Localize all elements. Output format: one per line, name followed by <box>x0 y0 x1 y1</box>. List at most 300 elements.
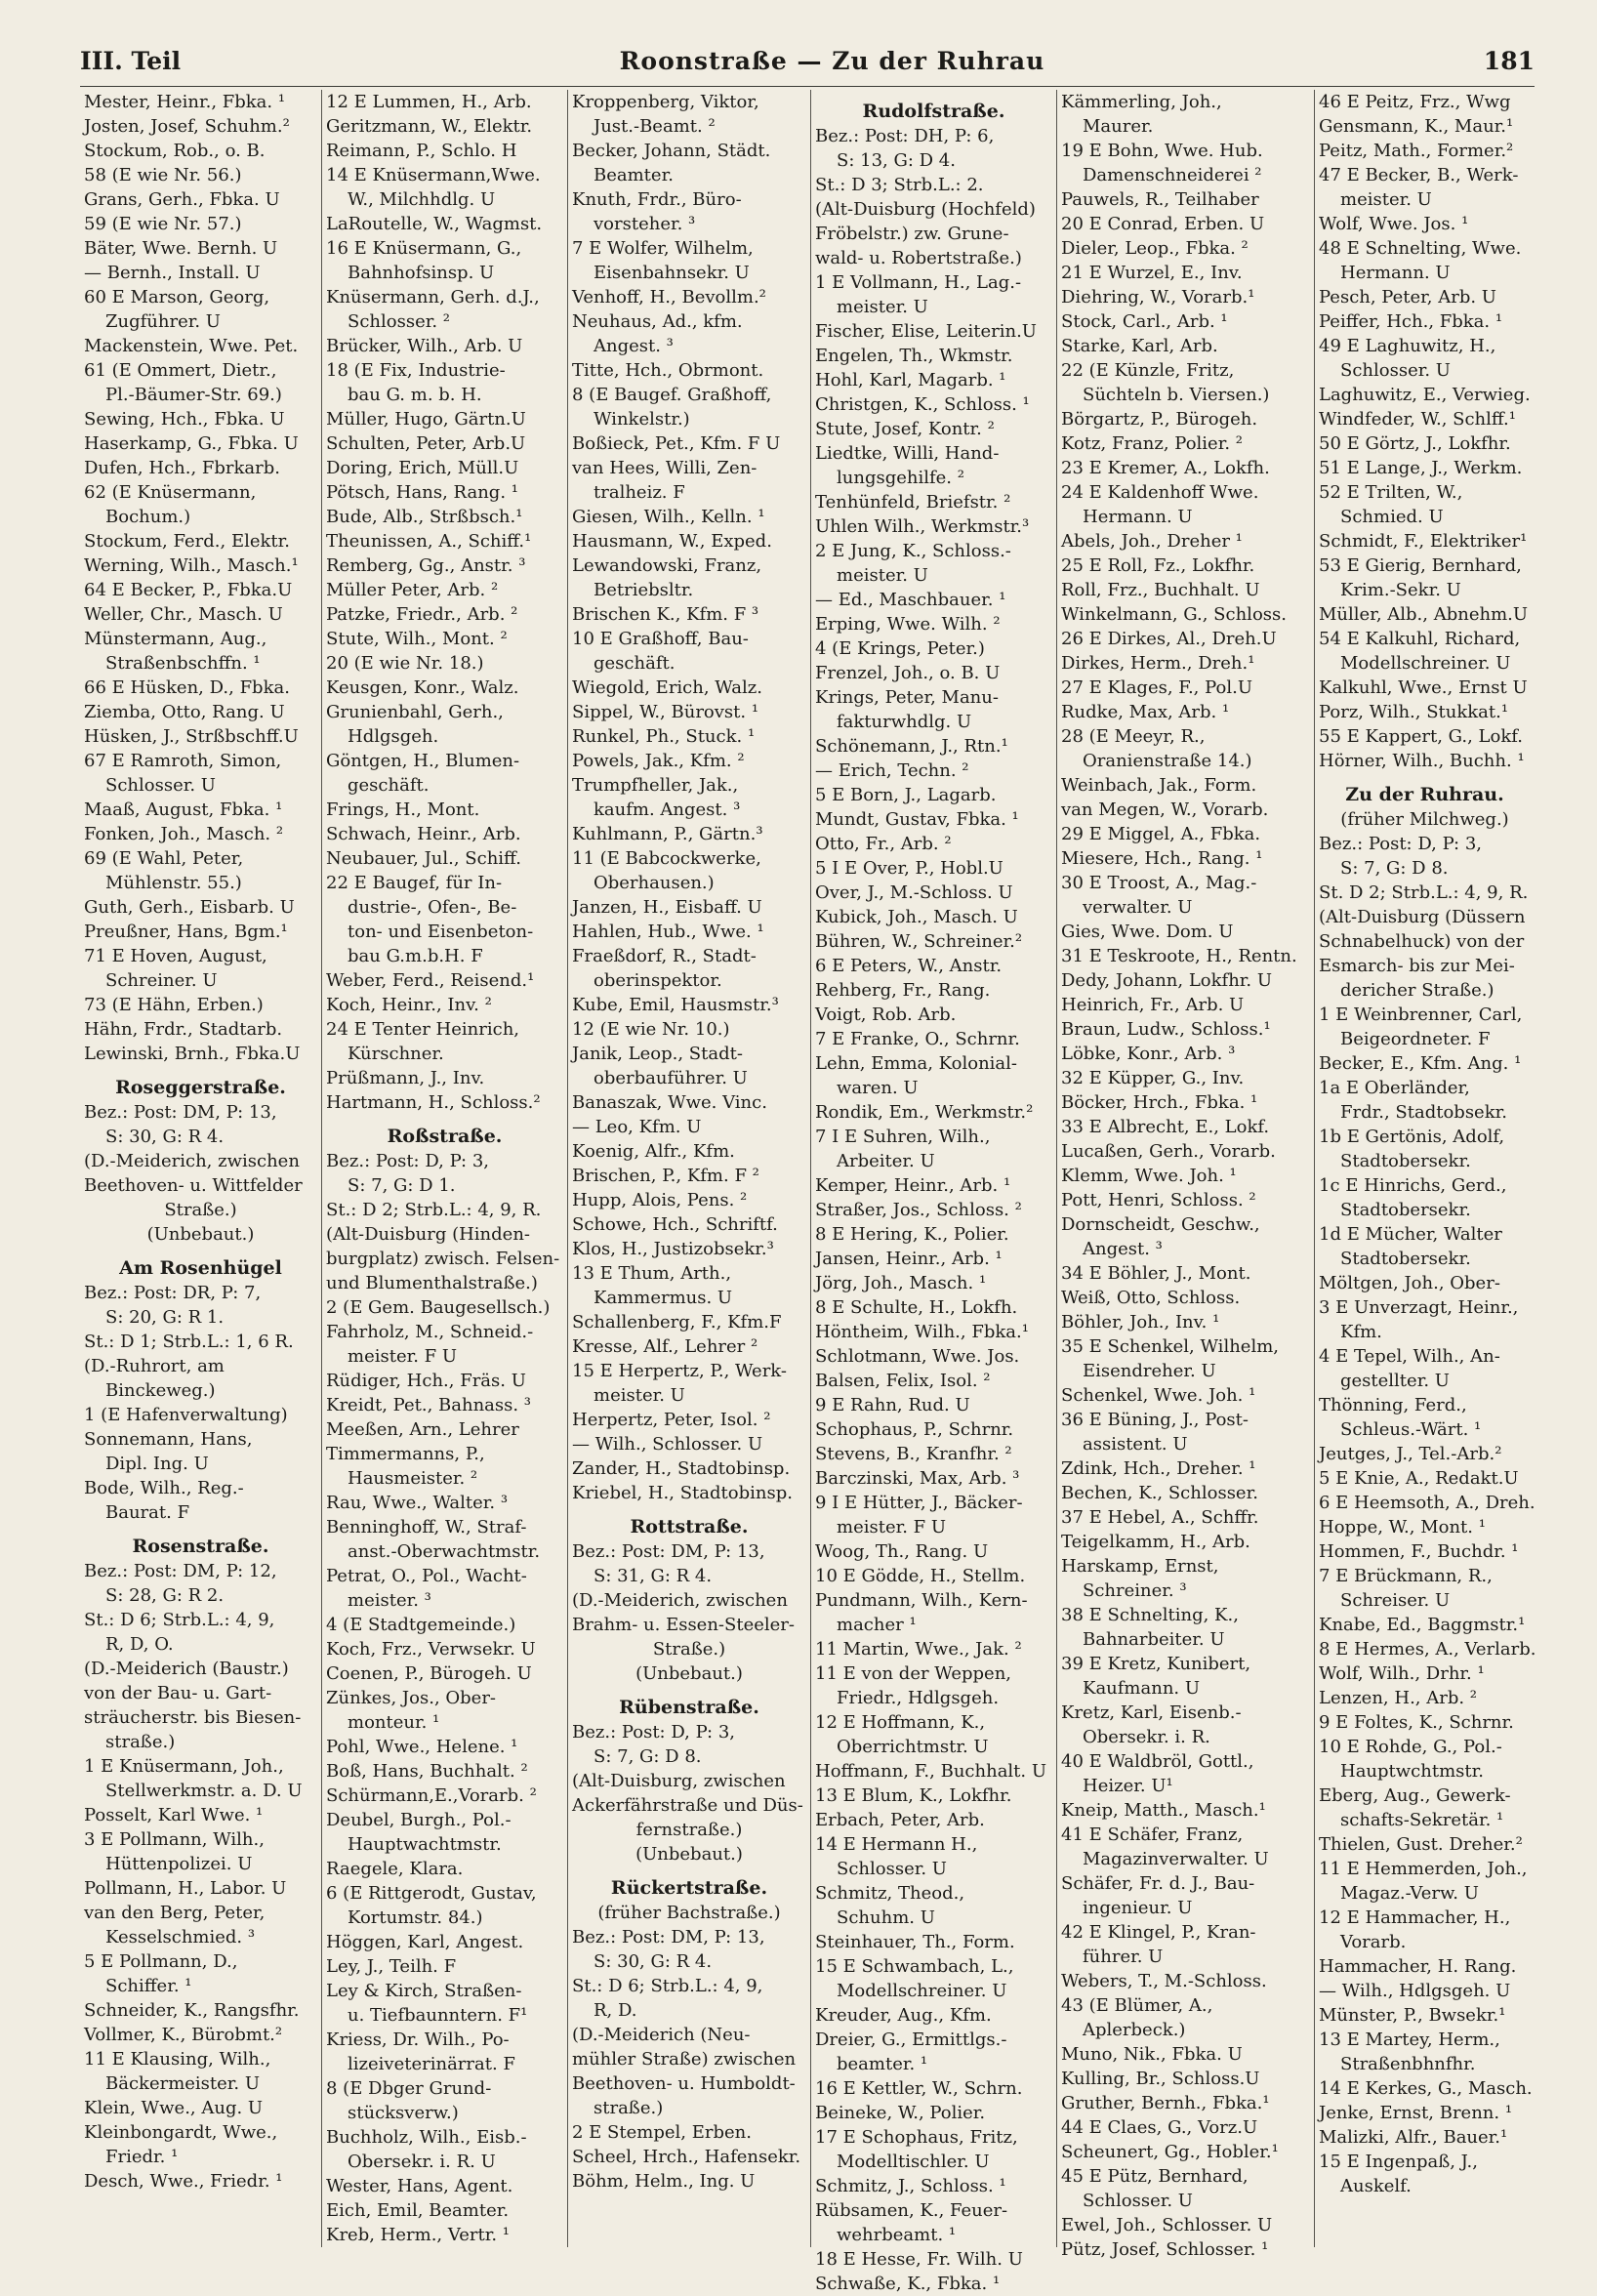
directory-entry-line: Otto, Fr., Arb. ² <box>815 834 952 854</box>
directory-entry-line: Wiegold, Erich, Walz. <box>572 677 762 698</box>
directory-entry-line: Stockum, Ferd., Elektr. <box>84 531 290 552</box>
directory-entry-line: Magazinverwalter. U <box>1083 1849 1269 1869</box>
directory-entry-line: Theunissen, A., Schiff.¹ <box>326 531 532 552</box>
directory-entry-line: Aplerbeck.) <box>1083 2020 1186 2040</box>
directory-entry-line: Rudke, Max, Arb. ¹ <box>1061 702 1230 722</box>
directory-entry-line: Stadtobersekr. <box>1340 1151 1471 1171</box>
street-heading: Rückertstraße. <box>610 1877 768 1899</box>
directory-entry-line: Fonken, Joh., Masch. ² <box>84 824 284 844</box>
directory-entry-line: Kresse, Alf., Lehrer ² <box>572 1336 758 1357</box>
directory-entry-line: Bahnarbeiter. U <box>1083 1629 1225 1650</box>
directory-entry-line: Kuhlmann, P., Gärtn.³ <box>572 824 763 844</box>
directory-entry-line: Beineke, W., Polier. <box>815 2103 986 2123</box>
directory-entry-line: 59 (E wie Nr. 57.) <box>84 214 242 234</box>
directory-entry-line: 13 E Thum, Arth., <box>572 1263 732 1284</box>
directory-entry-line: Mackenstein, Wwe. Pet. <box>84 336 299 356</box>
directory-entry-line: straße.) <box>594 2098 664 2118</box>
directory-entry-line: 13 E Martey, Herm., <box>1319 2030 1500 2050</box>
directory-entry-line: Balsen, Felix, Isol. ² <box>815 1371 991 1391</box>
directory-entry-line: dustrie-, Ofen-, Be- <box>348 897 517 918</box>
directory-entry-line: Obersekr. i. R. U <box>348 2152 496 2172</box>
directory-entry-line: monteur. ¹ <box>348 1712 440 1733</box>
directory-entry-line: 62 (E Knüsermann, <box>84 482 257 503</box>
directory-entry-line: Dufen, Hch., Fbrkarb. <box>84 458 281 478</box>
directory-entry-line: 8 E Hering, K., Polier. <box>815 1224 1009 1245</box>
directory-entry-line: Brahm- u. Essen-Steeler- <box>572 1615 795 1635</box>
directory-entry-line: meister. F U <box>348 1346 458 1367</box>
directory-entry-line: Christgen, K., Schloss. ¹ <box>815 394 1030 415</box>
directory-entry-line: Oberrichtmstr. U <box>837 1737 989 1757</box>
directory-entry-line: 8 (E Baugef. Graßhoff, <box>572 385 772 405</box>
directory-entry-line: Kneip, Matth., Masch.¹ <box>1061 1800 1266 1821</box>
column-4 <box>811 90 1057 2294</box>
directory-entry-line: Heizer. U¹ <box>1083 1776 1173 1796</box>
directory-entry-line: W., Milchhdlg. U <box>348 189 496 210</box>
directory-entry-line: 47 E Becker, B., Werk- <box>1319 165 1519 185</box>
directory-entry-line: Jörg, Joh., Masch. ¹ <box>815 1273 987 1293</box>
directory-entry-line: Hommen, F., Buchdr. ¹ <box>1319 1541 1519 1562</box>
directory-entry-line: macher ¹ <box>837 1615 917 1635</box>
directory-entry-line: 7 E Wolfer, Wilhelm, <box>572 238 754 259</box>
directory-entry-line: Ziemba, Otto, Rang. U <box>84 702 285 722</box>
directory-entry-line: 11 (E Babcockwerke, <box>572 848 761 869</box>
directory-entry-line: Becker, Johann, Städt. <box>572 141 771 161</box>
directory-entry-line: 14 E Kerkes, G., Masch. <box>1319 2078 1533 2099</box>
directory-entry-line: von der Bau- u. Gart- <box>84 1683 272 1703</box>
directory-entry-line: Kämmerling, Joh., <box>1061 92 1222 112</box>
directory-entry-line: Hoffmann, F., Buchhalt. U <box>815 1761 1047 1782</box>
page-title: Roonstraße — Zu der Ruhrau <box>619 46 1045 75</box>
directory-entry-line: Pott, Henri, Schloss. ² <box>1061 1190 1256 1210</box>
directory-entry-line: 55 E Kappert, G., Lokf. <box>1319 726 1523 747</box>
directory-entry-line: bau G. m. b. H. <box>348 385 482 405</box>
directory-entry-line: 1d E Mücher, Walter <box>1319 1224 1502 1245</box>
directory-entry-line: Over, J., M.-Schloss. U <box>815 882 1013 903</box>
directory-entry-line: 43 (E Blümer, A., <box>1061 1995 1213 2016</box>
directory-entry-line: Süchteln b. Viersen.) <box>1083 385 1270 405</box>
directory-entry-line: mühler Straße) zwischen <box>572 2049 797 2070</box>
directory-entry-line: und Blumenthalstraße.) <box>326 1273 538 1293</box>
directory-entry-line: Janik, Leop., Stadt- <box>572 1044 743 1064</box>
directory-entry-line: Webers, T., M.-Schloss. <box>1061 1971 1267 1991</box>
directory-entry-line: 11 E von der Weppen, <box>815 1663 1012 1684</box>
directory-entry-line: Schleus.-Wärt. ¹ <box>1340 1419 1482 1440</box>
directory-entry-line: Kreb, Herm., Vertr. ¹ <box>326 2225 510 2245</box>
directory-entry-line: Bochum.) <box>105 507 191 527</box>
directory-entry-line: Schreiner. U <box>105 970 218 991</box>
directory-entry-line: Schreiser. U <box>1340 1590 1451 1611</box>
directory-entry-line: Hupp, Alois, Pens. ² <box>572 1190 748 1210</box>
directory-entry-line: R, D. <box>594 2000 637 2021</box>
directory-entry-line: Scheunert, Gg., Hobler.¹ <box>1061 2142 1279 2162</box>
directory-entry-line: 40 E Waldbröl, Gottl., <box>1061 1751 1254 1772</box>
directory-entry-line: 1 E Weinbrenner, Carl, <box>1319 1004 1523 1025</box>
directory-entry-line: 5 E Knie, A., Redakt.U <box>1319 1468 1519 1489</box>
directory-entry-line: Stadtobersekr. <box>1340 1200 1471 1220</box>
directory-entry-line: 8 E Hermes, A., Verlarb. <box>1319 1639 1536 1660</box>
directory-entry-line: meister. U <box>837 297 928 317</box>
directory-entry-line: 30 E Troost, A., Mag.- <box>1061 873 1257 893</box>
directory-entry-line: Peiffer, Hch., Fbka. ¹ <box>1319 311 1503 332</box>
directory-entry-line: Bode, Wilh., Reg.- <box>84 1478 244 1498</box>
directory-entry-line: 3 E Pollmann, Wilh., <box>84 1829 265 1850</box>
directory-entry-line: Böhler, Joh., Inv. ¹ <box>1061 1312 1220 1332</box>
directory-entry-line: Abels, Joh., Dreher ¹ <box>1061 531 1243 552</box>
directory-entry-line: Kotz, Franz, Polier. ² <box>1061 433 1243 454</box>
directory-entry-line: Hohl, Karl, Magarb. ¹ <box>815 370 1006 390</box>
column-3 <box>568 90 811 2247</box>
directory-entry-line: schafts-Sekretär. ¹ <box>1340 1810 1504 1830</box>
directory-entry-line: straße.) <box>105 1732 176 1752</box>
directory-entry-line: Timmermanns, P., <box>326 1444 485 1464</box>
directory-entry-line: Schreiner. ³ <box>1083 1580 1187 1601</box>
directory-entry-line: Kretz, Karl, Eisenb.- <box>1061 1702 1242 1723</box>
directory-entry-line: Hausmann, W., Exped. <box>572 531 772 552</box>
directory-entry-line: Sewing, Hch., Fbka. U <box>84 409 285 430</box>
directory-entry-line: van den Berg, Peter, <box>84 1903 266 1923</box>
directory-entry-line: Modellschreiner. U <box>1340 653 1511 674</box>
directory-entry-line: 14 E Hermann H., <box>815 1834 978 1855</box>
directory-entry-line: Maaß, August, Fbka. ¹ <box>84 800 283 820</box>
directory-entry-line: meister. U <box>837 565 928 586</box>
directory-entry-line: (früher Bachstraße.) <box>597 1903 781 1923</box>
directory-entry-line: Lewinski, Brnh., Fbka.U <box>84 1044 301 1064</box>
directory-entry-line: Engelen, Th., Wkmstr. <box>815 346 1013 366</box>
directory-entry-line: Höggen, Karl, Angest. <box>326 1932 524 1952</box>
street-heading: Roßstraße. <box>387 1126 503 1147</box>
directory-entry-line: Weber, Ferd., Reisend.¹ <box>326 970 535 991</box>
directory-entry-line: 11 E Hemmerden, Joh., <box>1319 1859 1528 1879</box>
directory-entry-line: 42 E Klingel, P., Kran- <box>1061 1922 1256 1943</box>
directory-entry-line: gestellter. U <box>1340 1371 1450 1391</box>
directory-entry-line: Titte, Hch., Obrmont. <box>572 360 764 381</box>
column-5 <box>1057 90 1315 2260</box>
street-heading: Rudolfstraße. <box>862 101 1005 122</box>
directory-entry-line: Venhoff, H., Bevollm.² <box>572 287 766 308</box>
directory-entry-line: 29 E Miggel, A., Fbka. <box>1061 824 1261 844</box>
directory-entry-line: Runkel, Ph., Stuck. ¹ <box>572 726 756 747</box>
directory-entry-line: Koch, Heinr., Inv. ² <box>326 995 492 1015</box>
directory-entry-line: Patzke, Friedr., Arb. ² <box>326 604 518 625</box>
directory-entry-line: 10 E Gödde, H., Stellm. <box>815 1566 1026 1586</box>
directory-entry-line: meister. U <box>1340 189 1432 210</box>
directory-entry-line: 24 E Kaldenhoff Wwe. <box>1061 482 1259 503</box>
directory-entry-line: 3 E Unverzagt, Heinr., <box>1319 1297 1519 1318</box>
directory-entry-line: Mundt, Gustav, Fbka. ¹ <box>815 809 1019 830</box>
directory-entry-line: Stute, Josef, Kontr. ² <box>815 419 995 439</box>
directory-entry-line: Ley, J., Teilh. F <box>326 1956 457 1977</box>
directory-entry-line: Petrat, O., Pol., Wacht- <box>326 1566 527 1586</box>
directory-entry-line: Maurer. <box>1083 116 1154 137</box>
directory-entry-line: Teigelkamm, H., Arb. <box>1061 1532 1250 1552</box>
directory-entry-line: 4 (E Krings, Peter.) <box>815 638 985 659</box>
directory-entry-line: Hammacher, H. Rang. <box>1319 1956 1517 1977</box>
directory-entry-line: — Bernh., Install. U <box>84 263 261 283</box>
directory-entry-line: geschäft. <box>348 775 430 796</box>
directory-entry-line: Schallenberg, F., Kfm.F <box>572 1312 782 1332</box>
directory-entry-line: Koenig, Alfr., Kfm. <box>572 1141 735 1162</box>
directory-entry-line: Geritzmann, W., Elektr. <box>326 116 533 137</box>
directory-entry-line: Bez.: Post: DM, P: 13, <box>84 1102 277 1123</box>
street-heading: Am Rosenhügel <box>119 1257 282 1279</box>
street-heading: Zu der Ruhrau. <box>1345 784 1504 805</box>
directory-entry-line: Thönning, Ferd., <box>1319 1395 1467 1415</box>
directory-entry-line: (Unbebaut.) <box>635 1663 743 1684</box>
directory-entry-line: Stute, Wilh., Mont. ² <box>326 629 508 649</box>
directory-entry-line: S: 7, G: D 8. <box>594 1746 702 1767</box>
column-2 <box>322 90 568 2247</box>
directory-entry-line: Krim.-Sekr. U <box>1340 580 1461 600</box>
directory-entry-line: Miesere, Hch., Rang. ¹ <box>1061 848 1263 869</box>
directory-entry-line: Sippel, W., Bürovst. ¹ <box>572 702 759 722</box>
directory-entry-line: 24 E Tenter Heinrich, <box>326 1019 520 1040</box>
directory-entry-line: Modellschreiner. U <box>837 1981 1007 2001</box>
directory-entry-line: 1a E Oberländer, <box>1319 1078 1470 1098</box>
directory-entry-line: Hüsken, J., Strßbschff.U <box>84 726 299 747</box>
directory-entry-line: 5 E Pollmann, D., <box>84 1951 238 1972</box>
directory-entry-line: 13 E Blum, K., Lokfhr. <box>815 1785 1012 1806</box>
directory-entry-line: Müller, Alb., Abnehm.U <box>1319 604 1529 625</box>
directory-entry-line: 46 E Peitz, Frz., Wwg <box>1319 92 1511 112</box>
directory-entry-line: 12 E Hoffmann, K., <box>815 1712 986 1733</box>
directory-entry-line: Jenke, Ernst, Brenn. ¹ <box>1319 2103 1513 2123</box>
directory-entry-line: (früher Milchweg.) <box>1340 809 1509 830</box>
directory-entry-line: Deubel, Burgh., Pol.- <box>326 1810 512 1830</box>
directory-entry-line: S: 30, G: R 4. <box>105 1127 225 1147</box>
directory-entry-line: Bez.: Post: D, P: 3, <box>326 1151 490 1171</box>
directory-entry-line: 15 E Ingenpaß, J., <box>1319 2152 1478 2172</box>
directory-entry-line: 1c E Hinrichs, Gerd., <box>1319 1175 1507 1196</box>
directory-entry-line: 25 E Roll, Fz., Lokfhr. <box>1061 555 1255 576</box>
directory-entry-line: S: 7, G: D 1. <box>348 1175 456 1196</box>
directory-entry-line: Fröbelstr.) zw. Grune- <box>815 224 1009 244</box>
directory-entry-line: dericher Straße.) <box>1340 980 1495 1001</box>
directory-entry-line: 16 E Knüsermann, G., <box>326 238 522 259</box>
directory-entry-line: Steinhauer, Th., Form. <box>815 1932 1015 1952</box>
directory-entry-line: Kürschner. <box>348 1044 444 1064</box>
directory-entry-line: 1 (E Hafenverwaltung) <box>84 1405 288 1425</box>
directory-entry-line: Pötsch, Hans, Rang. ¹ <box>326 482 518 503</box>
directory-entry-line: (Alt-Duisburg (Düssern <box>1319 907 1526 927</box>
directory-entry-line: Posselt, Karl Wwe. ¹ <box>84 1805 264 1825</box>
directory-entry-line: Wolf, Wilh., Drhr. ¹ <box>1319 1663 1485 1684</box>
directory-entry-line: Reimann, P., Schlo. H <box>326 141 517 161</box>
directory-entry-line: Pütz, Josef, Schlosser. ¹ <box>1061 2239 1269 2260</box>
part-label: III. Teil <box>80 46 182 75</box>
directory-entry-line: Kulling, Br., Schloss.U <box>1061 2069 1260 2089</box>
directory-entry-line: Koch, Frz., Verwsekr. U <box>326 1639 536 1660</box>
directory-entry-line: 38 E Schnelting, K., <box>1061 1605 1239 1625</box>
directory-entry-line: van Megen, W., Vorarb. <box>1061 800 1269 820</box>
directory-entry-line: Arbeiter. U <box>837 1151 935 1171</box>
directory-entry-line: Kfm. <box>1340 1322 1382 1342</box>
directory-entry-line: Straßenbschffn. ¹ <box>105 653 261 674</box>
directory-entry-line: Dirkes, Herm., Dreh.¹ <box>1061 653 1255 674</box>
directory-entry-line: St.: D 6; Strb.L.: 4, 9, <box>572 1976 763 1996</box>
directory-entry-line: Eisendreher. U <box>1083 1361 1216 1381</box>
directory-entry-line: 45 E Pütz, Bernhard, <box>1061 2166 1249 2187</box>
directory-entry-line: Werning, Wilh., Masch.¹ <box>84 555 299 576</box>
directory-entry-line: (Alt-Duisburg, zwischen <box>572 1771 786 1791</box>
directory-entry-line: Voigt, Rob. Arb. <box>815 1004 957 1025</box>
directory-entry-line: 21 E Wurzel, E., Inv. <box>1061 263 1243 283</box>
directory-entry-line: Eberg, Aug., Gewerk- <box>1319 1785 1511 1806</box>
directory-entry-line: Lenzen, H., Arb. ² <box>1319 1688 1478 1708</box>
directory-entry-line: Stadtobersekr. <box>1340 1249 1471 1269</box>
directory-entry-line: 10 E Graßhoff, Bau- <box>572 629 749 649</box>
directory-entry-line: 73 (E Hähn, Erben.) <box>84 995 264 1015</box>
directory-entry-line: Oberhausen.) <box>594 873 715 893</box>
directory-entry-line: Windfeder, W., Schlff.¹ <box>1319 409 1516 430</box>
directory-entry-line: S: 30, G: R 4. <box>594 1951 713 1972</box>
directory-entry-line: Beethoven- u. Humboldt- <box>572 2073 796 2094</box>
directory-entry-line: Damenschneiderei ² <box>1083 165 1262 185</box>
directory-entry-line: wehrbeamt. ¹ <box>837 2225 957 2245</box>
directory-entry-line: Pauwels, R., Teilhaber <box>1061 189 1259 210</box>
directory-entry-line: Weiß, Otto, Schloss. <box>1061 1288 1241 1308</box>
directory-entry-line: Dipl. Ing. U <box>105 1454 209 1474</box>
directory-entry-line: Magaz.-Verw. U <box>1340 1883 1479 1904</box>
directory-entry-line: Bechen, K., Schlosser. <box>1061 1483 1258 1503</box>
directory-entry-line: Angest. ³ <box>594 336 674 356</box>
directory-entry-line: 52 E Trilten, W., <box>1319 482 1463 503</box>
directory-entry-line: Fahrholz, M., Schneid.- <box>326 1322 534 1342</box>
directory-entry-line: Stockum, Rob., o. B. <box>84 141 266 161</box>
directory-entry-line: assistent. U <box>1083 1434 1188 1455</box>
directory-entry-line: 20 (E wie Nr. 18.) <box>326 653 484 674</box>
directory-entry-line: van Hees, Willi, Zen- <box>572 458 758 478</box>
directory-entry-line: Mester, Heinr., Fbka. ¹ <box>84 92 286 112</box>
directory-entry-line: Ley & Kirch, Straßen- <box>326 1981 522 2001</box>
directory-entry-line: Hartmann, H., Schloss.² <box>326 1092 541 1113</box>
directory-entry-line: Eisenbahnsekr. U <box>594 263 750 283</box>
directory-entry-line: 4 E Tepel, Wilh., An- <box>1319 1346 1500 1367</box>
directory-entry-line: Lucaßen, Gerh., Vorarb. <box>1061 1141 1276 1162</box>
directory-entry-line: 15 E Herpertz, P., Werk- <box>572 1361 787 1381</box>
directory-entry-line: Raegele, Klara. <box>326 1859 464 1879</box>
directory-entry-line: Wester, Hans, Agent. <box>326 2176 513 2196</box>
directory-entry-line: 11 E Klausing, Wilh., <box>84 2049 271 2070</box>
directory-entry-line: Doring, Erich, Müll.U <box>326 458 519 478</box>
directory-entry-line: Liedtke, Willi, Hand- <box>815 443 1000 464</box>
directory-entry-line: 1b E Gertönis, Adolf, <box>1319 1127 1505 1147</box>
header-rule <box>80 86 1535 87</box>
directory-entry-line: 51 E Lange, J., Werkm. <box>1319 458 1523 478</box>
directory-entry-line: Lewandowski, Franz, <box>572 555 762 576</box>
directory-entry-line: Klemm, Wwe. Joh. ¹ <box>1061 1166 1237 1186</box>
directory-entry-line: Schulten, Peter, Arb.U <box>326 433 526 454</box>
directory-entry-line: Frdr., Stadtobsekr. <box>1340 1102 1507 1123</box>
directory-entry-line: Guth, Gerh., Eisbarb. U <box>84 897 295 918</box>
directory-entry-line: Angest. ³ <box>1083 1239 1163 1259</box>
directory-entry-line: Schuhm. U <box>837 1907 935 1928</box>
directory-entry-line: Thielen, Gust. Dreher.² <box>1319 1834 1523 1855</box>
directory-entry-line: 19 E Bohn, Wwe. Hub. <box>1061 141 1263 161</box>
directory-entry-line: 1 E Vollmann, H., Lag.- <box>815 272 1022 293</box>
directory-entry-line: 12 (E wie Nr. 10.) <box>572 1019 730 1040</box>
directory-entry-line: Grans, Gerh., Fbka. U <box>84 189 280 210</box>
directory-entry-line: führer. U <box>1083 1947 1164 1967</box>
directory-entry-line: meister. F U <box>837 1517 947 1538</box>
directory-entry-line: St.: D 6; Strb.L.: 4, 9, <box>84 1610 275 1630</box>
directory-entry-line: Stevens, B., Kranfhr. ² <box>815 1444 1012 1464</box>
directory-entry-line: Bäter, Wwe. Bernh. U <box>84 238 278 259</box>
directory-entry-line: Kaufmann. U <box>1083 1678 1201 1699</box>
directory-entry-line: Ackerfährstraße und Düs- <box>572 1795 803 1816</box>
directory-entry-line: Böhm, Helm., Ing. U <box>572 2171 756 2192</box>
directory-entry-line: anst.-Oberwachtmstr. <box>348 1541 541 1562</box>
directory-entry-line: S: 7, G: D 8. <box>1340 858 1449 879</box>
directory-entry-line: Porz, Wilh., Stukkat.¹ <box>1319 702 1509 722</box>
directory-entry-line: wald- u. Robertstraße.) <box>815 248 1022 268</box>
directory-entry-line: Schneider, K., Rangsfhr. <box>84 2000 300 2021</box>
directory-entry-line: Lehn, Emma, Kolonial- <box>815 1053 1017 1074</box>
directory-entry-line: ingenieur. U <box>1083 1898 1193 1918</box>
directory-entry-line: 36 E Büning, J., Post- <box>1061 1410 1249 1430</box>
directory-entry-line: Friedr. ¹ <box>105 2147 179 2167</box>
directory-entry-line: Kreuder, Aug., Kfm. <box>815 2005 992 2026</box>
directory-entry-line: 17 E Schophaus, Fritz, <box>815 2127 1018 2148</box>
directory-entry-line: 1 E Knüsermann, Joh., <box>84 1756 284 1777</box>
directory-entry-line: St. D 2; Strb.L.: 4, 9, R. <box>1319 882 1529 903</box>
directory-entry-line: Sonnemann, Hans, <box>84 1429 253 1450</box>
street-heading: Roseggerstraße. <box>115 1077 286 1098</box>
directory-entry-line: 32 E Küpper, G., Inv. <box>1061 1068 1245 1088</box>
directory-entry-line: (D.-Ruhrort, am <box>84 1356 225 1376</box>
directory-entry-line: St.: D 3; Strb.L.: 2. <box>815 175 984 195</box>
directory-entry-line: burgplatz) zwisch. Felsen- <box>326 1249 560 1269</box>
directory-entry-line: 34 E Böhler, J., Mont. <box>1061 1263 1251 1284</box>
directory-entry-line: Rondik, Em., Werkmstr.² <box>815 1102 1034 1123</box>
directory-entry-line: Kammermus. U <box>594 1288 733 1308</box>
directory-entry-line: geschäft. <box>594 653 676 674</box>
directory-entry-line: Obersekr. i. R. <box>1083 1727 1210 1747</box>
directory-entry-line: 4 (E Stadtgemeinde.) <box>326 1615 516 1635</box>
directory-entry-line: Wolf, Wwe. Jos. ¹ <box>1319 214 1469 234</box>
directory-entry-line: 71 E Hoven, August, <box>84 946 267 966</box>
directory-entry-line: Benninghoff, W., Straf- <box>326 1517 527 1538</box>
directory-entry-line: Jeutges, J., Tel.-Arb.² <box>1319 1444 1502 1464</box>
directory-entry-line: Schäfer, Fr. d. J., Bau- <box>1061 1873 1255 1894</box>
directory-entry-line: Zünkes, Jos., Ober- <box>326 1688 497 1708</box>
directory-entry-line: Boß, Hans, Buchhalt. ² <box>326 1761 528 1782</box>
directory-entry-line: 61 (E Ommert, Dietr., <box>84 360 277 381</box>
directory-entry-line: Starke, Karl, Arb. <box>1061 336 1218 356</box>
directory-entry-line: Schlosser. ² <box>348 311 451 332</box>
directory-entry-line: St.: D 1; Strb.L.: 1, 6 R. <box>84 1332 294 1352</box>
directory-entry-line: bau G.m.b.H. F <box>348 946 483 966</box>
directory-entry-line: 54 E Kalkuhl, Richard, <box>1319 629 1521 649</box>
directory-entry-line: Muno, Nik., Fbka. U <box>1061 2044 1243 2065</box>
directory-entry-line: Banaszak, Wwe. Vinc. <box>572 1092 767 1113</box>
directory-entry-line: Janzen, H., Eisbaff. U <box>572 897 762 918</box>
directory-entry-line: Preußner, Hans, Bgm.¹ <box>84 922 288 942</box>
directory-entry-line: 5 I E Over, P., Hobl.U <box>815 858 1003 879</box>
directory-entry-line: Krings, Peter, Manu- <box>815 687 999 708</box>
directory-entry-line: Modelltischler. U <box>837 2152 990 2172</box>
directory-entry-line: Bez.: Post: D, P: 3, <box>572 1722 736 1742</box>
directory-entry-line: Remberg, Gg., Anstr. ³ <box>326 555 526 576</box>
directory-entry-line: 66 E Hüsken, D., Fbka. <box>84 677 290 698</box>
directory-entry-line: Roll, Frz., Buchhalt. U <box>1061 580 1260 600</box>
directory-entry-line: 11 Martin, Wwe., Jak. ² <box>815 1639 1022 1660</box>
directory-entry-line: Dieler, Leop., Fbka. ² <box>1061 238 1249 259</box>
directory-entry-line: Malizki, Alfr., Bauer.¹ <box>1319 2127 1508 2148</box>
directory-entry-line: Woog, Th., Rang. U <box>815 1541 989 1562</box>
directory-entry-line: lungsgehilfe. ² <box>837 468 964 488</box>
directory-entry-line: Pollmann, H., Labor. U <box>84 1878 287 1899</box>
directory-entry-line: — Ed., Maschbauer. ¹ <box>815 590 1006 610</box>
